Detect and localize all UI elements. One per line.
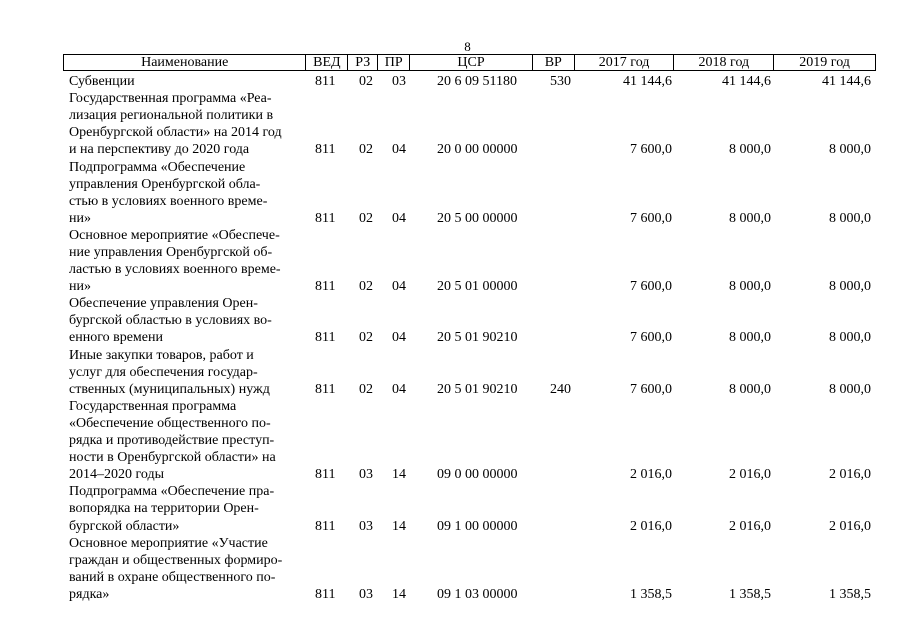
row-name-line: Иные закупки товаров, работ и <box>69 347 254 363</box>
row-name-line: Оренбургской области» на 2014 год <box>69 125 282 141</box>
cell-2018: 8 000,0 <box>729 330 771 346</box>
cell-2019: 2 016,0 <box>829 518 871 534</box>
row-name-line: бургской областью в условиях во- <box>69 313 272 329</box>
cell-2019: 8 000,0 <box>829 381 871 397</box>
header-name: Наименование <box>64 55 306 70</box>
row-name <box>69 73 305 90</box>
cell-2017: 7 600,0 <box>630 381 672 397</box>
row-name-line: ни» <box>69 210 91 226</box>
row-name-line: стью в условиях военного време- <box>69 193 268 209</box>
cell-2018: 8 000,0 <box>729 142 771 158</box>
cell-ved: 811 <box>315 142 336 158</box>
cell-2019: 41 144,6 <box>822 74 871 89</box>
cell-ved: 811 <box>315 279 336 295</box>
row-name-line: «Обеспечение общественного по- <box>69 415 271 431</box>
cell-ved: 811 <box>315 467 336 483</box>
cell-2018: 8 000,0 <box>729 381 771 397</box>
cell-rz: 03 <box>359 518 373 534</box>
row-name-line: Государственная программа <box>69 398 237 414</box>
row-name-line: и на перспективу до 2020 года <box>69 142 250 158</box>
cell-2018: 2 016,0 <box>729 518 771 534</box>
row-name-line: Обеспечение управления Орен- <box>69 296 258 312</box>
cell-vr: 240 <box>550 381 571 397</box>
cell-2018: 8 000,0 <box>729 279 771 295</box>
row-name-line: Государственная программа «Реа- <box>69 91 272 107</box>
cell-pr: 14 <box>392 586 406 602</box>
cell-csr: 09 1 03 00000 <box>437 586 518 602</box>
cell-rz: 02 <box>359 210 373 226</box>
cell-2017: 41 144,6 <box>623 74 672 89</box>
row-name <box>69 535 305 603</box>
row-name-line: управления Оренбургской обла- <box>69 176 261 192</box>
header-vr: ВР <box>533 55 575 70</box>
row-name-line: бургской области» <box>69 518 180 534</box>
cell-2017: 1 358,5 <box>630 586 672 602</box>
cell-ved: 811 <box>315 74 336 89</box>
header-rz: РЗ <box>348 55 378 70</box>
cell-2019: 8 000,0 <box>829 210 871 226</box>
cell-pr: 04 <box>392 330 406 346</box>
cell-csr: 20 5 00 00000 <box>437 210 518 226</box>
row-name-line: 2014–2020 годы <box>69 467 165 483</box>
row-name-line: Подпрограмма «Обеспечение <box>69 159 246 175</box>
row-name <box>69 483 305 534</box>
cell-2019: 8 000,0 <box>829 142 871 158</box>
cell-2018: 1 358,5 <box>729 586 771 602</box>
cell-2017: 7 600,0 <box>630 142 672 158</box>
row-name-line: ваний в охране общественного по- <box>69 569 276 585</box>
cell-ved: 811 <box>315 586 336 602</box>
cell-ved: 811 <box>315 381 336 397</box>
cell-csr: 20 5 01 00000 <box>437 279 518 295</box>
cell-ved: 811 <box>315 518 336 534</box>
page-number: 8 <box>464 39 471 54</box>
header-2018: 2018 год <box>674 55 774 70</box>
cell-rz: 02 <box>359 279 373 295</box>
cell-2019: 2 016,0 <box>829 467 871 483</box>
cell-rz: 02 <box>359 381 373 397</box>
cell-csr: 20 5 01 90210 <box>437 381 518 397</box>
row-name-line: Основное мероприятие «Обеспече- <box>69 227 280 243</box>
cell-ved: 811 <box>315 330 336 346</box>
header-2017: 2017 год <box>575 55 675 70</box>
row-name-line: ственных (муниципальных) нужд <box>69 381 270 397</box>
cell-rz: 03 <box>359 467 373 483</box>
row-name-line: Субвенции <box>69 74 135 89</box>
cell-2019: 1 358,5 <box>829 586 871 602</box>
row-name-line: рядка и противодействие преступ- <box>69 433 275 449</box>
cell-2017: 2 016,0 <box>630 518 672 534</box>
cell-pr: 14 <box>392 467 406 483</box>
cell-2017: 7 600,0 <box>630 279 672 295</box>
row-name <box>69 295 305 346</box>
cell-2017: 7 600,0 <box>630 330 672 346</box>
row-name <box>69 347 305 398</box>
cell-pr: 04 <box>392 210 406 226</box>
header-csr: ЦСР <box>410 55 533 70</box>
cell-2017: 2 016,0 <box>630 467 672 483</box>
cell-vr: 530 <box>550 74 571 89</box>
cell-rz: 02 <box>359 74 373 89</box>
cell-2017: 7 600,0 <box>630 210 672 226</box>
cell-2018: 2 016,0 <box>729 467 771 483</box>
row-name-line: услуг для обеспечения государ- <box>69 364 258 380</box>
row-name-line: Основное мероприятие «Участие <box>69 535 268 551</box>
row-name <box>69 159 305 227</box>
row-name-line: ности в Оренбургской области» на <box>69 450 276 466</box>
cell-pr: 04 <box>392 279 406 295</box>
cell-csr: 20 0 00 00000 <box>437 142 518 158</box>
cell-pr: 04 <box>392 142 406 158</box>
header-pr: ПР <box>378 55 410 70</box>
row-name <box>69 90 305 158</box>
row-name-line: лизация региональной политики в <box>69 108 274 124</box>
row-name-line: ластью в условиях военного време- <box>69 262 281 278</box>
row-name-line: ние управления Оренбургской об- <box>69 244 273 260</box>
row-name <box>69 398 305 483</box>
header-ved: ВЕД <box>306 55 348 70</box>
cell-csr: 09 0 00 00000 <box>437 467 518 483</box>
row-name-line: Подпрограмма «Обеспечение пра- <box>69 484 275 500</box>
row-name <box>69 227 305 295</box>
cell-csr: 20 6 09 51180 <box>437 74 517 89</box>
cell-rz: 02 <box>359 330 373 346</box>
cell-pr: 04 <box>392 381 406 397</box>
cell-2019: 8 000,0 <box>829 279 871 295</box>
cell-ved: 811 <box>315 210 336 226</box>
row-name-line: енного времени <box>69 330 163 346</box>
cell-rz: 02 <box>359 142 373 158</box>
cell-csr: 20 5 01 90210 <box>437 330 518 346</box>
cell-2019: 8 000,0 <box>829 330 871 346</box>
cell-pr: 03 <box>392 74 406 89</box>
row-name-line: ни» <box>69 279 91 295</box>
cell-2018: 8 000,0 <box>729 210 771 226</box>
cell-csr: 09 1 00 00000 <box>437 518 518 534</box>
row-name-line: рядка» <box>69 586 110 602</box>
row-name-line: граждан и общественных формиро- <box>69 552 283 568</box>
header-2019: 2019 год <box>799 55 850 70</box>
cell-rz: 03 <box>359 586 373 602</box>
cell-pr: 14 <box>392 518 406 534</box>
cell-2018: 41 144,6 <box>722 74 771 89</box>
row-name-line: вопорядка на территории Орен- <box>69 501 259 517</box>
